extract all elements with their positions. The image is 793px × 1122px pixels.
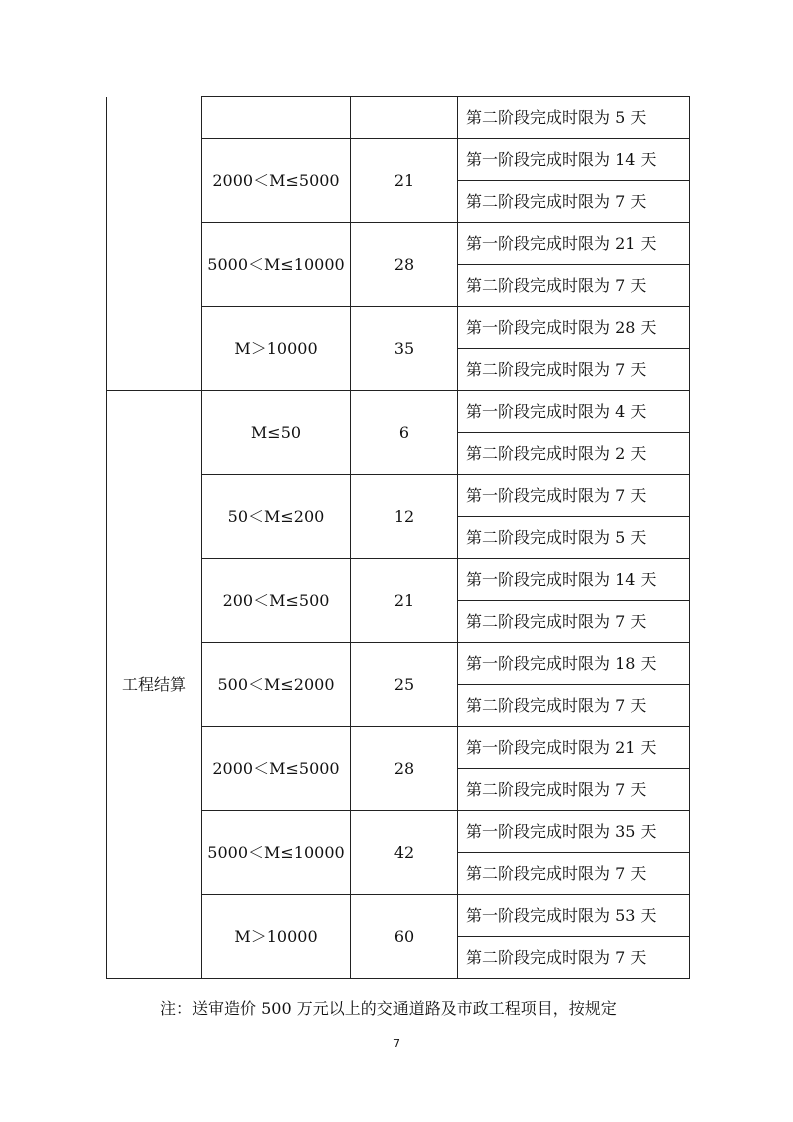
table-note: 注：送审造价 500 万元以上的交通道路及市政工程项目，按规定 bbox=[160, 999, 617, 1018]
days-cell: 12 bbox=[351, 475, 458, 559]
table-row bbox=[107, 97, 690, 139]
stage-limit-cell: 第一阶段完成时限为 28 天 bbox=[458, 307, 690, 349]
days-cell bbox=[351, 97, 458, 139]
cost-range-cell: 50＜M≤200 bbox=[202, 475, 351, 559]
cost-range-cell: M＞10000 bbox=[202, 307, 351, 391]
category-cell bbox=[107, 97, 202, 391]
stage-limit-cell: 第一阶段完成时限为 18 天 bbox=[458, 643, 690, 685]
stage-limit-cell: 第二阶段完成时限为 7 天 bbox=[458, 601, 690, 643]
stage-limit-cell: 第二阶段完成时限为 5 天 bbox=[458, 517, 690, 559]
stage-limit-cell: 第一阶段完成时限为 7 天 bbox=[458, 475, 690, 517]
cost-range-cell: 500＜M≤2000 bbox=[202, 643, 351, 727]
cost-range-cell: M＞10000 bbox=[202, 895, 351, 979]
days-cell: 28 bbox=[351, 727, 458, 811]
stage-limit-cell: 第二阶段完成时限为 7 天 bbox=[458, 181, 690, 223]
days-cell: 42 bbox=[351, 811, 458, 895]
stage-limit-cell: 第一阶段完成时限为 35 天 bbox=[458, 811, 690, 853]
stage-limit-cell: 第一阶段完成时限为 14 天 bbox=[458, 559, 690, 601]
stage-limit-cell: 第二阶段完成时限为 7 天 bbox=[458, 349, 690, 391]
stage-limit-cell: 第一阶段完成时限为 14 天 bbox=[458, 139, 690, 181]
stage-limit-cell: 第一阶段完成时限为 21 天 bbox=[458, 223, 690, 265]
stage-limit-cell: 第二阶段完成时限为 2 天 bbox=[458, 433, 690, 475]
days-cell: 6 bbox=[351, 391, 458, 475]
time-limit-table-body bbox=[107, 97, 690, 979]
stage-limit-cell: 第二阶段完成时限为 5 天 bbox=[458, 97, 690, 139]
category-cell: 工程结算 bbox=[107, 391, 202, 979]
stage-limit-cell: 第二阶段完成时限为 7 天 bbox=[458, 685, 690, 727]
days-cell: 60 bbox=[351, 895, 458, 979]
cost-range-cell: 200＜M≤500 bbox=[202, 559, 351, 643]
days-cell: 28 bbox=[351, 223, 458, 307]
page-number: 7 bbox=[393, 1037, 400, 1050]
stage-limit-cell: 第二阶段完成时限为 7 天 bbox=[458, 853, 690, 895]
cost-range-cell: 2000＜M≤5000 bbox=[202, 139, 351, 223]
stage-limit-cell: 第一阶段完成时限为 4 天 bbox=[458, 391, 690, 433]
time-limit-table bbox=[106, 96, 690, 979]
stage-limit-cell: 第一阶段完成时限为 53 天 bbox=[458, 895, 690, 937]
cost-range-cell: 5000＜M≤10000 bbox=[202, 223, 351, 307]
stage-limit-cell: 第二阶段完成时限为 7 天 bbox=[458, 265, 690, 307]
table-row bbox=[107, 391, 690, 433]
days-cell: 21 bbox=[351, 139, 458, 223]
days-cell: 21 bbox=[351, 559, 458, 643]
cost-range-cell bbox=[202, 97, 351, 139]
stage-limit-cell: 第二阶段完成时限为 7 天 bbox=[458, 937, 690, 979]
cost-range-cell: M≤50 bbox=[202, 391, 351, 475]
days-cell: 35 bbox=[351, 307, 458, 391]
stage-limit-cell: 第二阶段完成时限为 7 天 bbox=[458, 769, 690, 811]
cost-range-cell: 2000＜M≤5000 bbox=[202, 727, 351, 811]
days-cell: 25 bbox=[351, 643, 458, 727]
stage-limit-cell: 第一阶段完成时限为 21 天 bbox=[458, 727, 690, 769]
cost-range-cell: 5000＜M≤10000 bbox=[202, 811, 351, 895]
